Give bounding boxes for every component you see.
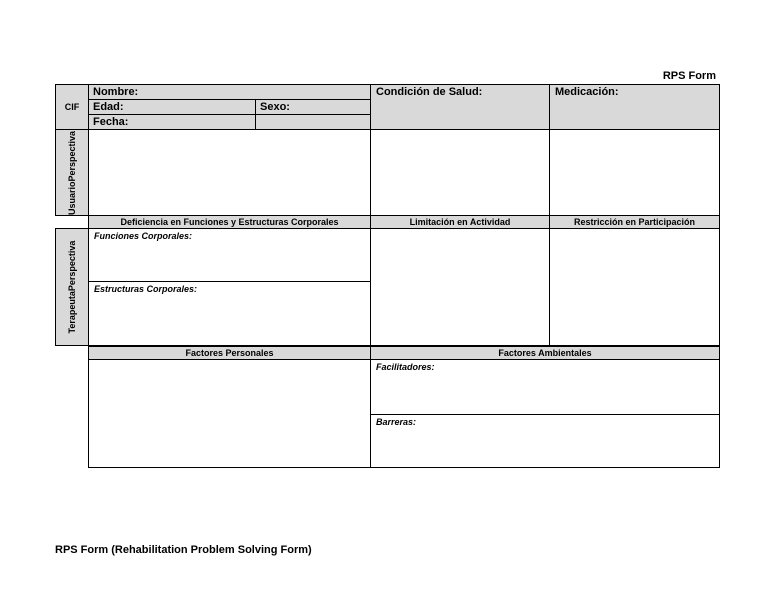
facilitadores-cell[interactable] — [370, 359, 720, 415]
limitacion-header: Limitación en Actividad — [370, 215, 550, 229]
facilitadores-label: Facilitadores: — [376, 362, 435, 372]
fecha-field[interactable]: Fecha: — [93, 116, 129, 128]
restriccion-cell[interactable] — [549, 228, 720, 346]
estructuras-cell[interactable] — [88, 281, 371, 346]
barreras-label: Barreras: — [376, 417, 417, 427]
form-title: RPS Form — [662, 70, 716, 82]
restriccion-header: Restricción en Participación — [549, 215, 720, 229]
deficiencia-header: Deficiencia en Funciones y Estructuras Corporales — [88, 215, 371, 229]
factores-ambientales-header: Factores Ambientales — [370, 346, 720, 360]
usuario-cell-2[interactable] — [370, 129, 550, 216]
usuario-cell-1[interactable] — [88, 129, 371, 216]
medicacion-label: Medicación: — [555, 86, 619, 98]
cif-cell — [55, 84, 89, 130]
usuario-perspectiva-label: UsuarioPerspectiva — [67, 130, 77, 215]
footer-caption: RPS Form (Rehabilitation Problem Solving Form) — [55, 544, 312, 556]
terapeuta-perspectiva-side — [55, 228, 89, 346]
estructuras-label: Estructuras Corporales: — [94, 284, 198, 294]
edad-field[interactable]: Edad: — [93, 101, 124, 113]
funciones-label: Funciones Corporales: — [94, 231, 193, 241]
condicion-cell[interactable] — [370, 84, 550, 130]
nombre-field[interactable]: Nombre: — [93, 86, 139, 98]
factores-personales-cell[interactable] — [88, 359, 371, 468]
sexo-field[interactable]: Sexo: — [260, 101, 290, 113]
cif-label: CIF — [64, 102, 80, 112]
terapeuta-perspectiva-label: TerapeutaPerspectiva — [67, 240, 77, 334]
usuario-cell-3[interactable] — [549, 129, 720, 216]
limitacion-cell[interactable] — [370, 228, 550, 346]
usuario-perspectiva-side — [55, 129, 89, 216]
funciones-cell[interactable] — [88, 228, 371, 282]
factores-personales-header: Factores Personales — [88, 346, 371, 360]
medicacion-cell[interactable] — [549, 84, 720, 130]
barreras-cell[interactable] — [370, 414, 720, 468]
condicion-label: Condición de Salud: — [376, 86, 483, 98]
